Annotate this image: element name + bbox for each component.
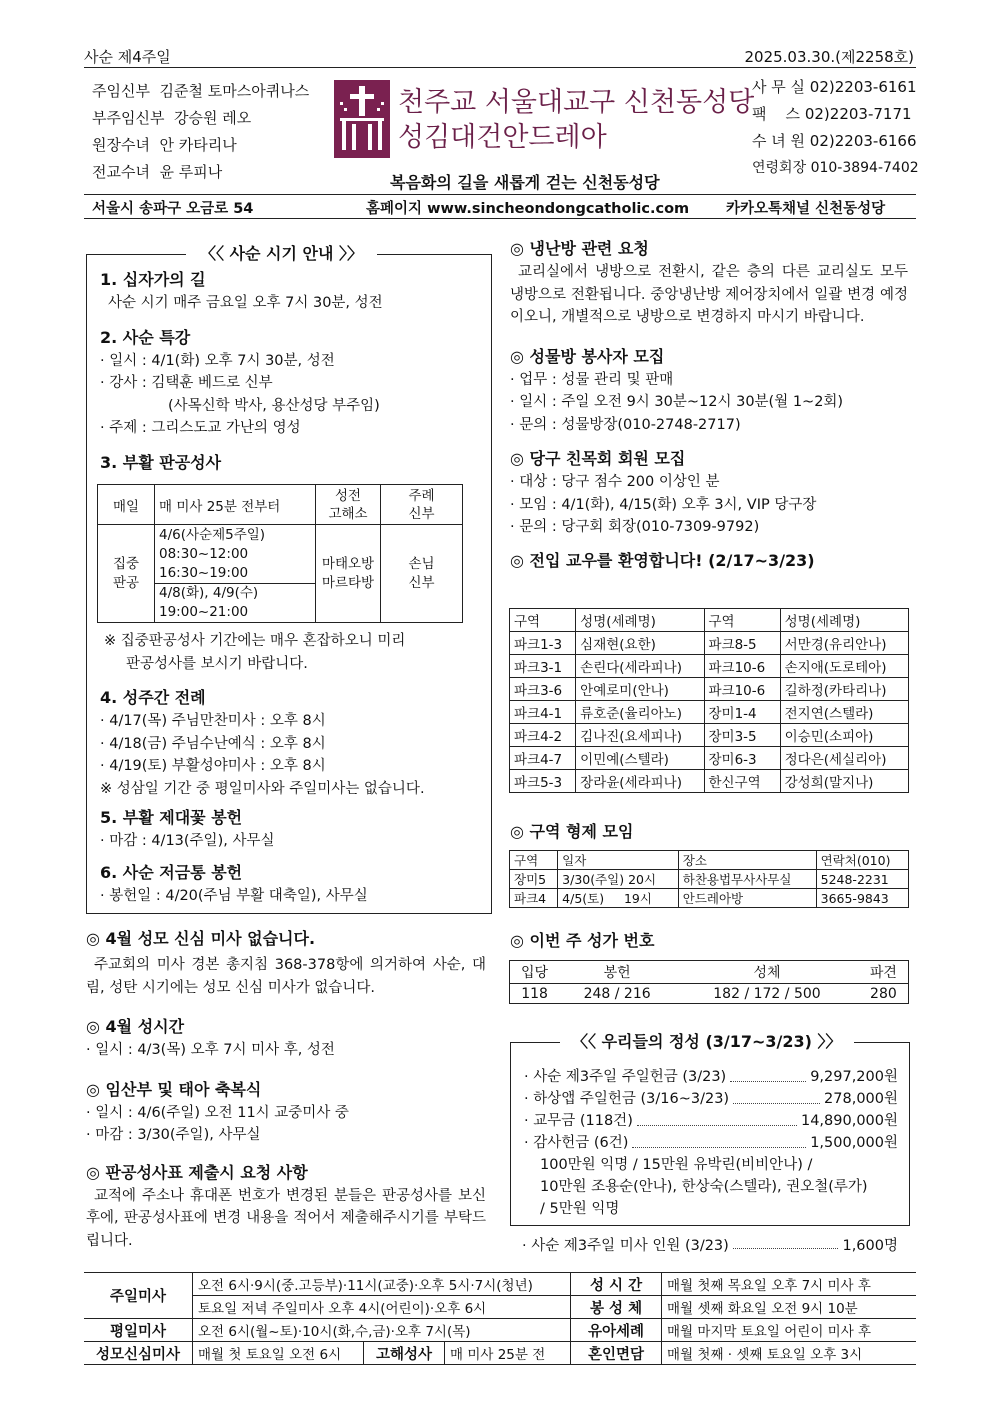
staff-item: 주임신부 김준철 토마스아퀴나스 — [92, 82, 310, 100]
schedule-value: 매 미사 25분 전 — [445, 1342, 571, 1365]
hymn-number: 182 / 172 / 500 — [713, 985, 821, 1002]
lent-s2-line: · 강사 : 김택훈 베드로 신부 — [100, 375, 273, 391]
church-patron: 성김대건안드레아 — [398, 122, 607, 153]
lent-s4-line: ※ 성삼일 기간 중 평일미사와 주일미사는 없습니다. — [100, 780, 425, 797]
offering-item: · 교무금 (118건) 14,890,000원 — [524, 1110, 898, 1132]
table-cell: 파크4-2 — [510, 724, 576, 747]
lent-s1-text: 사순 시기 매주 금요일 오후 7시 30분, 성전 — [108, 295, 383, 311]
table-cell: 파크1-3 — [510, 632, 576, 655]
table-header: 구역 — [510, 609, 576, 632]
table-row — [510, 724, 909, 747]
season-label: 사순 제4주일 — [84, 48, 171, 66]
table-header: 봉헌 — [559, 961, 675, 984]
table-cell: 3665-9843 — [816, 889, 908, 908]
staff-item: 원장수녀 안 카타리나 — [92, 136, 237, 154]
table-cell: 손린다(세라피나) — [576, 655, 704, 678]
hymns-table — [509, 960, 909, 1004]
church-logo — [334, 80, 390, 158]
table-row — [510, 889, 909, 908]
schedule-value: 매월 첫째 · 셋째 토요일 오후 3시 — [662, 1342, 916, 1365]
schedule-value: 오전 6시(월~토)·10시(화,수,금)·오후 7시(목) — [193, 1319, 571, 1342]
notice-title: ◎ 판공성사표 제출시 요청 사항 — [86, 1162, 308, 1182]
header-rule-bottom — [84, 218, 916, 219]
table-header: 장소 — [678, 851, 816, 870]
mass-schedule — [84, 1272, 916, 1365]
notice-title: ◎ 4월 성시간 — [86, 1017, 185, 1036]
table-cell: 장미5 — [510, 870, 558, 889]
notice-line: · 모임 : 4/1(화), 4/15(화) 오후 3시, VIP 당구장 — [510, 496, 817, 513]
thanks-line: 100만원 익명 / 15만원 유박린(비비안나) / — [540, 1157, 813, 1173]
table-row — [510, 747, 909, 770]
contact-item: 수 녀 원 02)2203-6166 — [752, 132, 917, 150]
table-cell: 집중 판공 — [98, 525, 155, 623]
notice-line: · 일시 : 4/3(목) 오후 7시 미사 후, 성전 — [86, 1042, 335, 1058]
district-table — [509, 850, 909, 908]
table-cell: 파크10-6 — [704, 655, 780, 678]
table-cell: 김나진(요세피나) — [576, 724, 704, 747]
offering-item: · 사순 제3주일 주일헌금 (3/23) 9,297,200원 — [524, 1066, 898, 1088]
header-rule-top — [84, 67, 916, 68]
table-cell: 길하정(카타리나) — [780, 678, 908, 701]
offering-item: · 하상앱 주일헌금 (3/16~3/23) 278,000원 — [524, 1088, 898, 1110]
schedule-label: 주일미사 — [84, 1273, 193, 1319]
lent-s2-line: (사목신학 박사, 용산성당 부주임) — [168, 397, 380, 414]
lent-content — [100, 268, 480, 475]
table-cell: 파크8-5 — [704, 632, 780, 655]
table-header: 매일 — [98, 485, 155, 525]
welcome-table — [509, 608, 909, 793]
homepage-link[interactable]: 홈페이지 www.sincheondongcatholic.com — [366, 201, 690, 217]
table-cell: 안예로미(안나) — [576, 678, 704, 701]
table-cell: 파크4-7 — [510, 747, 576, 770]
table-cell: 파크4-1 — [510, 701, 576, 724]
schedule-value: 토요일 저녁 주일미사 오후 4시(어린이)·오후 6시 — [193, 1296, 571, 1319]
notice-line: · 문의 : 당구회 회장(010-7309-9792) — [510, 519, 760, 535]
table-header: 성체 — [675, 961, 859, 984]
staff-item: 부주임신부 강승원 레오 — [92, 109, 252, 127]
notice-title: ◎ 전입 교우를 환영합니다! (2/17~3/23) — [510, 550, 815, 570]
lent-box-title: 〈〈 사순 시기 안내 〉〉 — [186, 241, 377, 264]
left-notices — [86, 927, 486, 1252]
schedule-label: 혼인면담 — [571, 1342, 662, 1365]
lent-s5-title: 5. 부활 제대꽃 봉헌 — [100, 808, 243, 827]
table-row — [510, 655, 909, 678]
lent-s4-line: · 4/18(금) 주님수난예식 : 오후 8시 — [100, 735, 326, 752]
confession-table — [97, 484, 463, 623]
table-row — [510, 870, 909, 889]
staff-item: 전교수녀 윤 루피나 — [92, 163, 223, 181]
notice-text: 교리실에서 냉방으로 전환시, 같은 층의 다른 교리실도 모두 냉방으로 전환됩니다. 중앙냉난방 제어장치에서 일괄 변경 예정이오니, 개별적으로 냉방으로 변경하지 마시기 바랍니다. — [510, 264, 908, 325]
contact-list — [752, 74, 919, 182]
table-cell: 파크10-6 — [704, 678, 780, 701]
offering-title: 〈〈 우리들의 정성 (3/17~3/23) 〉〉 — [560, 1029, 854, 1052]
lent-s6-title: 6. 사순 저금통 봉헌 — [100, 862, 243, 882]
lent-content-2 — [104, 630, 484, 675]
table-cell: 장라윤(세라피나) — [576, 770, 704, 793]
table-cell: 4/8(화), 4/9(수) 19:00~21:00 — [155, 584, 316, 623]
table-cell: 파크4 — [510, 889, 558, 908]
table-cell: 류호준(율리아노) — [576, 701, 704, 724]
notice-title: ◎ 임산부 및 태아 축복식 — [86, 1079, 262, 1099]
thanks-line: 10만원 조용순(안나), 한상숙(스텔라), 권오철(루가) — [540, 1179, 868, 1195]
table-header: 주례 신부 — [381, 485, 463, 525]
notice-title: ◎ 성물방 봉사자 모집 — [510, 346, 665, 366]
table-header: 매 미사 25분 전부터 — [155, 485, 316, 525]
lent-s3-title: 3. 부활 판공성사 — [100, 452, 222, 472]
table-row — [510, 678, 909, 701]
notice-line: · 일시 : 주일 오전 9시 30분~12시 30분(월 1~2회) — [510, 394, 844, 410]
hymn-number: 280 — [870, 985, 897, 1002]
schedule-value: 매월 첫 토요일 오전 6시 — [193, 1342, 364, 1365]
table-header: 입당 — [510, 961, 560, 984]
notice-line: · 업무 : 성물 관리 및 판매 — [510, 371, 674, 388]
table-row — [510, 770, 909, 793]
slogan: 복음화의 길을 새롭게 걷는 신천동성당 — [390, 173, 660, 192]
table-cell: 강성희(말지나) — [780, 770, 908, 793]
notice-line: · 문의 : 성물방장(010-2748-2717) — [510, 416, 741, 433]
table-cell: 이민예(스텔라) — [576, 747, 704, 770]
table-header: 성전 고해소 — [316, 485, 381, 525]
table-header: 연락처(010) — [816, 851, 908, 870]
schedule-value: 매월 셋째 화요일 오전 9시 10분 — [662, 1296, 916, 1319]
contact-item: 연령회장 010-3894-7402 — [752, 160, 919, 176]
table-cell: 전지연(스텔라) — [780, 701, 908, 724]
table-cell: 손님 신부 — [381, 525, 463, 623]
table-cell: 파크3-1 — [510, 655, 576, 678]
table-cell: 심재현(요한) — [576, 632, 704, 655]
table-cell: 이승민(소피아) — [780, 724, 908, 747]
notice-title: ◎ 당구 친목회 회원 모집 — [510, 449, 686, 468]
notice-title: ◎ 4월 성모 신심 미사 없습니다. — [86, 929, 316, 948]
contact-item: 팩 스 02)2203-7171 — [752, 105, 912, 123]
lent-s1-title: 1. 십자가의 길 — [100, 270, 206, 289]
notice-text: 주교회의 미사 경본 총지침 368-378항에 의거하여 사순, 대림, 성탄 시기에는 성모 신심 미사가 없습니다. — [86, 957, 486, 996]
table-cell: 장미3-5 — [704, 724, 780, 747]
table-cell: 3/30(주일) 20시 — [558, 870, 679, 889]
schedule-label: 평일미사 — [84, 1319, 193, 1342]
attendance: · 사순 제3주일 미사 인원 (3/23) 1,600명 — [522, 1234, 898, 1255]
table-cell: 5248-2231 — [816, 870, 908, 889]
table-cell: 한신구역 — [704, 770, 780, 793]
lent-s2-title: 2. 사순 특강 — [100, 327, 191, 347]
notice-line: · 일시 : 4/6(주일) 오전 11시 교중미사 중 — [86, 1104, 349, 1121]
hymn-number: 118 — [521, 985, 548, 1002]
notice-text: 교적에 주소나 휴대폰 번호가 변경된 분들은 판공성사를 보신 후에, 판공성사표에 변경 내용을 적어서 제출해주시기를 부탁드립니다. — [86, 1187, 486, 1249]
thanks-line: / 5만원 익명 — [540, 1201, 620, 1217]
schedule-label: 유아세례 — [571, 1319, 662, 1342]
church-logo-icon — [334, 80, 390, 158]
schedule-value: 오전 6시·9시(중.고등부)·11시(교중)·오후 5시·7시(청년) — [193, 1273, 571, 1296]
offering-list — [524, 1066, 898, 1220]
table-header: 성명(세례명) — [780, 609, 908, 632]
table-cell: 손지애(도로테아) — [780, 655, 908, 678]
table-cell: 파크5-3 — [510, 770, 576, 793]
lent-s4-title: 4. 성주간 전례 — [100, 688, 206, 707]
staff-list — [92, 78, 309, 186]
table-cell: 마태오방 마르타방 — [316, 525, 381, 623]
issue-date: 2025.03.30.(제2258호) — [744, 48, 914, 66]
schedule-label: 봉 성 체 — [571, 1296, 662, 1319]
table-row — [510, 701, 909, 724]
lent-s3-note2: 판공성사를 보시기 바랍니다. — [126, 655, 308, 672]
lent-s4-line: · 4/17(목) 주님만찬미사 : 오후 8시 — [100, 713, 326, 729]
table-header: 파견 — [859, 961, 909, 984]
schedule-label: 성모신심미사 — [84, 1342, 193, 1365]
lent-s3-note: ※ 집중판공성사 기간에는 매우 혼잡하오니 미리 — [104, 633, 406, 649]
table-cell: 안드레아방 — [678, 889, 816, 908]
schedule-value: 매월 첫째 목요일 오후 7시 미사 후 — [662, 1273, 916, 1296]
contact-item: 사 무 실 02)2203-6161 — [752, 78, 917, 96]
table-cell: 장미1-4 — [704, 701, 780, 724]
table-cell: 장미6-3 — [704, 747, 780, 770]
address: 서울시 송파구 오금로 54 — [92, 201, 254, 217]
lent-s4-line: · 4/19(토) 부활성야미사 : 오후 8시 — [100, 758, 326, 774]
table-cell: 하찬용법무사사무실 — [678, 870, 816, 889]
lent-content-3 — [100, 686, 480, 907]
notice-title: ◎ 냉난방 관련 요청 — [510, 239, 649, 258]
table-header: 구역 — [704, 609, 780, 632]
table-cell: 4/5(토) 19시 — [558, 889, 679, 908]
table-cell: 정다은(세실리아) — [780, 747, 908, 770]
lent-s5-text: · 마감 : 4/13(주일), 사무실 — [100, 833, 275, 849]
right-notices — [510, 237, 908, 573]
table-row — [510, 632, 909, 655]
kakao-channel[interactable]: 카카오톡채널 신천동성당 — [726, 201, 886, 217]
district-title: ◎ 구역 형제 모임 — [510, 822, 634, 841]
schedule-label: 성 시 간 — [571, 1273, 662, 1296]
table-header: 일자 — [558, 851, 679, 870]
church-name: 천주교 서울대교구 신천동성당 — [398, 87, 755, 118]
hymn-number: 248 / 216 — [583, 985, 651, 1002]
lent-s2-line: · 주제 : 그리스도교 가난의 영성 — [100, 420, 301, 436]
table-header: 성명(세례명) — [576, 609, 704, 632]
table-cell: 서만경(유리안나) — [780, 632, 908, 655]
hymns-title: ◎ 이번 주 성가 번호 — [510, 931, 655, 950]
offering-item: · 감사헌금 (6건) 1,500,000원 — [524, 1132, 898, 1154]
header-rule-mid — [84, 194, 916, 195]
schedule-label: 고해성사 — [364, 1342, 445, 1365]
table-cell: 4/6(사순제5주일) 08:30~12:00 16:30~19:00 — [155, 525, 316, 584]
table-cell: 파크3-6 — [510, 678, 576, 701]
lent-s6-text: · 봉헌일 : 4/20(주님 부활 대축일), 사무실 — [100, 887, 368, 904]
table-header: 구역 — [510, 851, 558, 870]
lent-s2-line: · 일시 : 4/1(화) 오후 7시 30분, 성전 — [100, 352, 335, 369]
schedule-value: 매월 마지막 토요일 어린이 미사 후 — [662, 1319, 916, 1342]
notice-line: · 마감 : 3/30(주일), 사무실 — [86, 1127, 261, 1143]
notice-line: · 대상 : 당구 점수 200 이상인 분 — [510, 474, 720, 490]
